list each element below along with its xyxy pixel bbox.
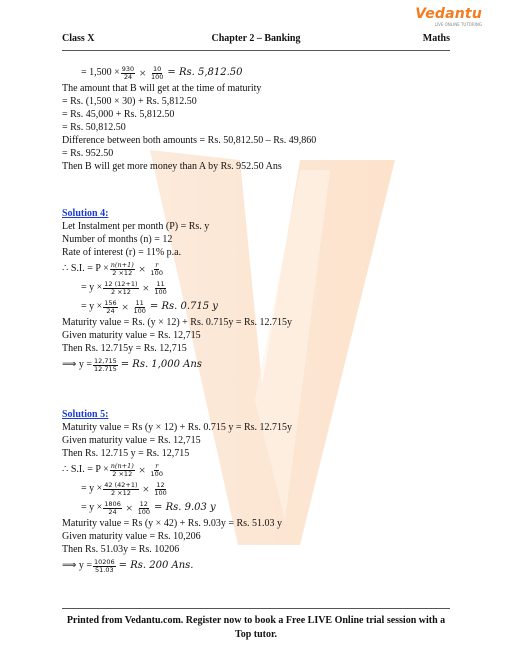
text-line: Given maturity value = Rs. 12,715 <box>62 435 201 447</box>
text-line: = Rs. 50,812.50 <box>62 122 126 134</box>
page-content <box>62 64 452 576</box>
text-line: Then Rs. 12.715 y = Rs. 12,715 <box>62 448 190 460</box>
fraction: $\frac{10206}{51.03}$ <box>93 558 115 574</box>
text-line: Then Rs. 51.03y = Rs. 10206 <box>62 544 180 556</box>
calc-line: = y × $\frac{156}{24}$ × $\frac{11}{100}$ = Rs. 0.715 y <box>81 299 218 315</box>
fraction: $\frac{1806}{24}$ <box>104 500 121 516</box>
footer-line-1: Printed from Vedantu.com. Register now to book a Free LIVE Online trial session with a <box>66 615 446 626</box>
fraction: $\frac{11}{100}$ <box>154 280 167 296</box>
text-line: = Rs. (1,500 × 30) + Rs. 5,812.50 <box>62 96 197 108</box>
fraction: $\frac{156}{24}$ <box>104 299 117 315</box>
fraction: $\frac{n(n+1)}{2 \times 12}$ <box>110 261 134 277</box>
fraction: $\frac{42 (42+1)}{2 \times 12}$ <box>104 481 138 497</box>
calc-line: = y × $\frac{1806}{24}$ × $\frac{12}{100}$ = Rs. 9.03 y <box>81 500 216 516</box>
fraction: $\frac{n(n+1)}{2 \times 12}$ <box>110 462 134 478</box>
header-chapter: Chapter 2 – Banking <box>211 33 301 44</box>
fraction: $\frac{930}{24}$ <box>121 65 135 81</box>
page-footer <box>62 614 450 641</box>
text-line: Difference between both amounts = Rs. 50,812.50 – Rs. 49,860 <box>62 135 317 147</box>
fraction: $\frac{r}{100}$ <box>150 462 163 478</box>
fraction: $\frac{12,715}{12.715}$ <box>93 357 117 373</box>
calc-line: ⟹ y = $\frac{12,715}{12.715}$ = Rs. 1,000 Ans <box>62 357 202 373</box>
page-header <box>62 33 450 47</box>
fraction: $\frac{11}{100}$ <box>133 299 146 315</box>
text-line: Maturity value = Rs (y × 12) + Rs. 0.715 y = Rs. 12.715y <box>62 422 293 434</box>
solution-4-heading: Solution 4: <box>62 208 109 219</box>
text-line: The amount that B will get at the time of maturity <box>62 83 262 95</box>
vedantu-logo <box>415 6 482 27</box>
text-line: Given maturity value = Rs. 12,715 <box>62 330 201 342</box>
text-line: Maturity value = Rs. (y × 12) + Rs. 0.715y = Rs. 12.715y <box>62 317 293 329</box>
text-line: Let Instalment per month (P) = Rs. y <box>62 221 210 233</box>
fraction: $\frac{12 (12+1)}{2 \times 12}$ <box>104 280 138 296</box>
fraction: $\frac{12}{100}$ <box>137 500 151 516</box>
header-subject: Maths <box>422 33 450 44</box>
text-line: Number of months (n) = 12 <box>62 234 173 246</box>
fraction: $\frac{r}{100}$ <box>150 261 163 277</box>
text-line: Then B will get more money than A by Rs. 952.50 Ans <box>62 161 282 173</box>
fraction: $\frac{12}{100}$ <box>154 481 167 497</box>
calc-line: = 1,500 × $\frac{930}{24}$ × $\frac{10}{100}$ = Rs. 5,812.50 <box>81 65 243 81</box>
text-line: Rate of interest (r) = 11% p.a. <box>62 247 182 259</box>
calc-line: ⟹ y = $\frac{10206}{51.03}$ = Rs. 200 Ans. <box>62 558 194 574</box>
text-line: = Rs. 45,000 + Rs. 5,812.50 <box>62 109 175 121</box>
calc-line: = y × $\frac{42 (42+1)}{2 \times 12}$ × $\frac{12}{100}$ <box>81 481 167 497</box>
header-divider <box>62 50 450 51</box>
calc-line: ∴ S.I. = P × $\frac{n(n+1)}{2 \times 12}$ × $\frac{r}{100}$ <box>62 261 163 277</box>
text-line: = Rs. 952.50 <box>62 148 114 160</box>
footer-divider <box>62 608 450 609</box>
fraction: $\frac{10}{100}$ <box>150 65 164 81</box>
text-line: Maturity value = Rs (y × 42) + Rs. 9.03y = Rs. 51.03 y <box>62 518 283 530</box>
header-class: Class X <box>62 33 95 44</box>
solution-5-heading: Solution 5: <box>62 409 109 420</box>
logo-brand: Vedantu <box>415 6 482 22</box>
text-line: Given maturity value = Rs. 10,206 <box>62 531 201 543</box>
calc-line: ∴ S.I. = P × $\frac{n(n+1)}{2 \times 12}$ × $\frac{r}{100}$ <box>62 462 163 478</box>
text-line: Then Rs. 12.715y = Rs. 12,715 <box>62 343 187 355</box>
calc-line: = y × $\frac{12 (12+1)}{2 \times 12}$ × $\frac{11}{100}$ <box>81 280 167 296</box>
logo-tagline: LIVE ONLINE TUTORING <box>434 21 482 27</box>
footer-line-2: Top tutor. <box>234 628 278 640</box>
